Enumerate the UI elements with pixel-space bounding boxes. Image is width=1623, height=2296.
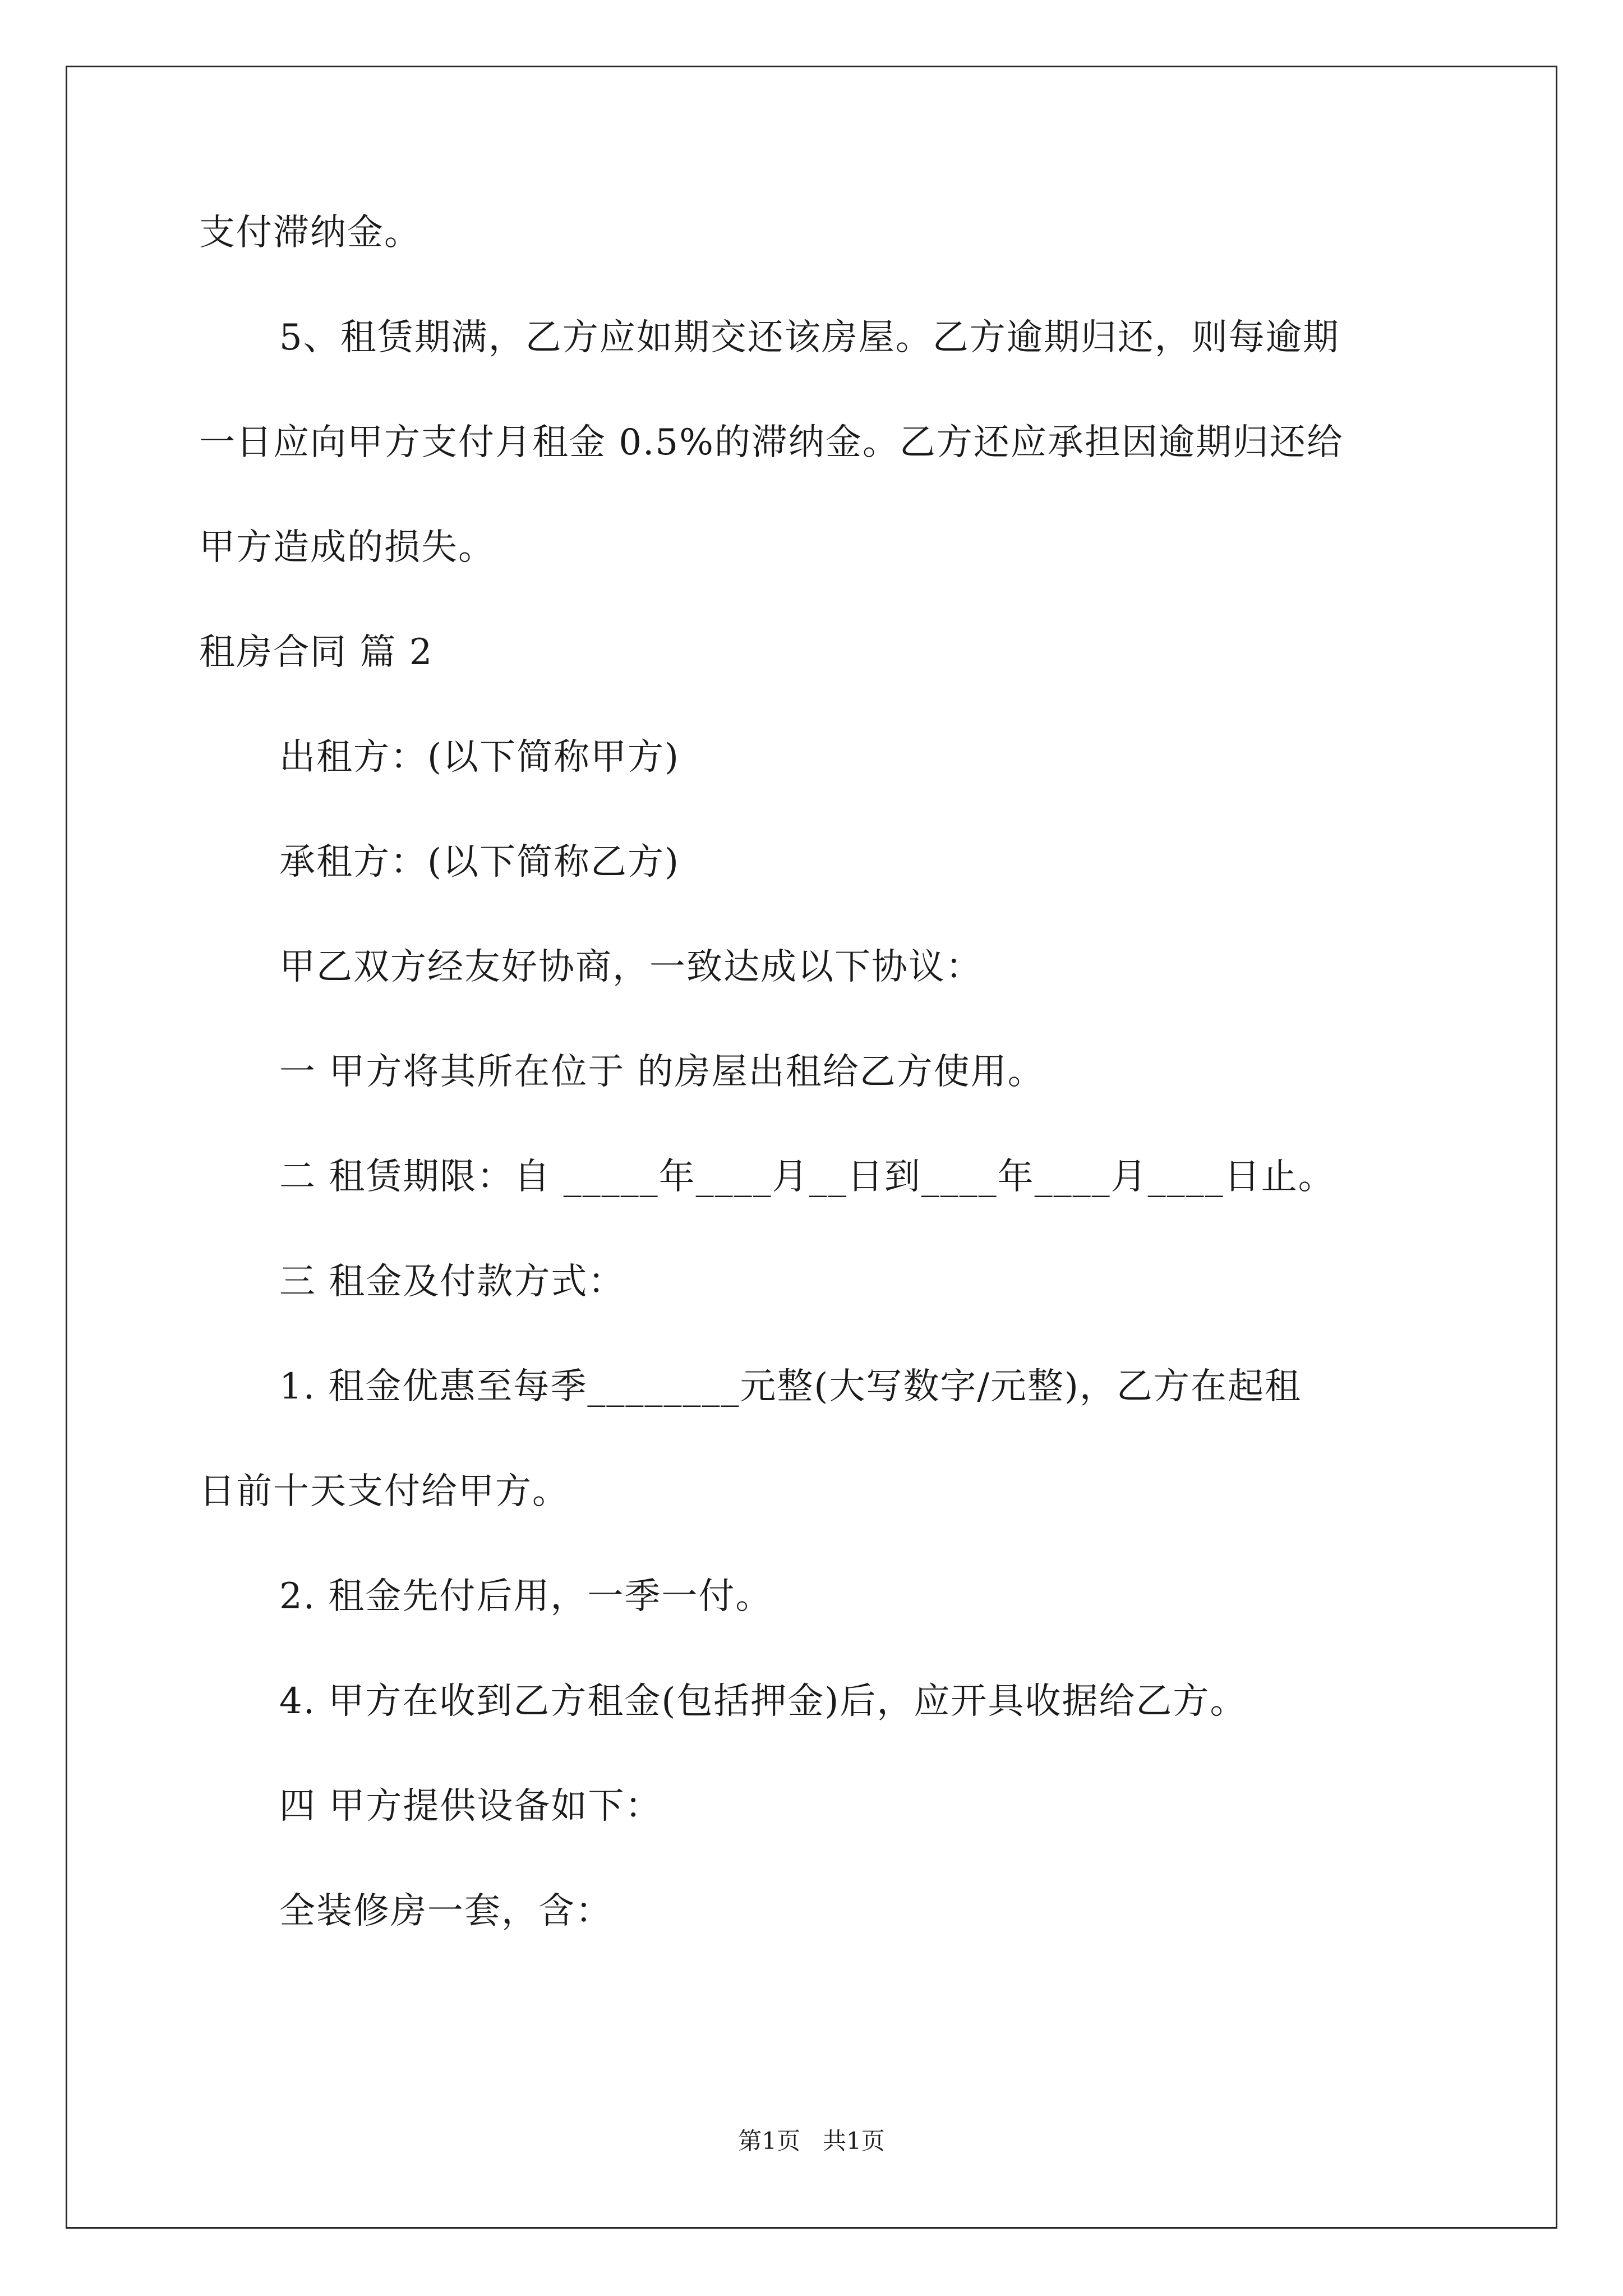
text-line: 一 甲方将其所在位于 的房屋出租给乙方使用。: [279, 1051, 1045, 1093]
text-line: 甲乙双方经友好协商，一致达成以下协议：: [279, 946, 983, 988]
section-heading: 租房合同 篇 2: [199, 632, 434, 673]
text-line: 一日应向甲方支付月租金 0.5%的滞纳金。乙方还应承担因逾期归还给: [199, 422, 1344, 463]
text-line: 出租方：(以下简称甲方): [279, 737, 680, 778]
text-line: 承租方：(以下简称乙方): [279, 841, 680, 883]
text-line: 4. 甲方在收到乙方租金(包括押金)后，应开具收据给乙方。: [279, 1681, 1247, 1722]
text-line: 甲方造成的损失。: [199, 527, 495, 568]
text-line: 2. 租金先付后用，一季一付。: [279, 1576, 773, 1617]
page-number: 第1页 共1页: [738, 2127, 885, 2155]
text-line: 1. 租金优惠至每季________元整(大写数字/元整)，乙方在起租: [279, 1366, 1302, 1407]
text-line: 5、租赁期满，乙方应如期交还该房屋。乙方逾期归还，则每逾期: [279, 317, 1340, 358]
text-line: 三 租金及付款方式：: [279, 1261, 625, 1303]
text-line: 四 甲方提供设备如下：: [279, 1786, 662, 1827]
text-line: 全装修房一套，含：: [279, 1890, 612, 1932]
text-line: 支付滞纳金。: [199, 212, 421, 254]
text-line: 日前十天支付给甲方。: [199, 1471, 569, 1512]
text-line: 二 租赁期限：自 _____年____月__日到____年____月____日止。: [279, 1156, 1335, 1198]
